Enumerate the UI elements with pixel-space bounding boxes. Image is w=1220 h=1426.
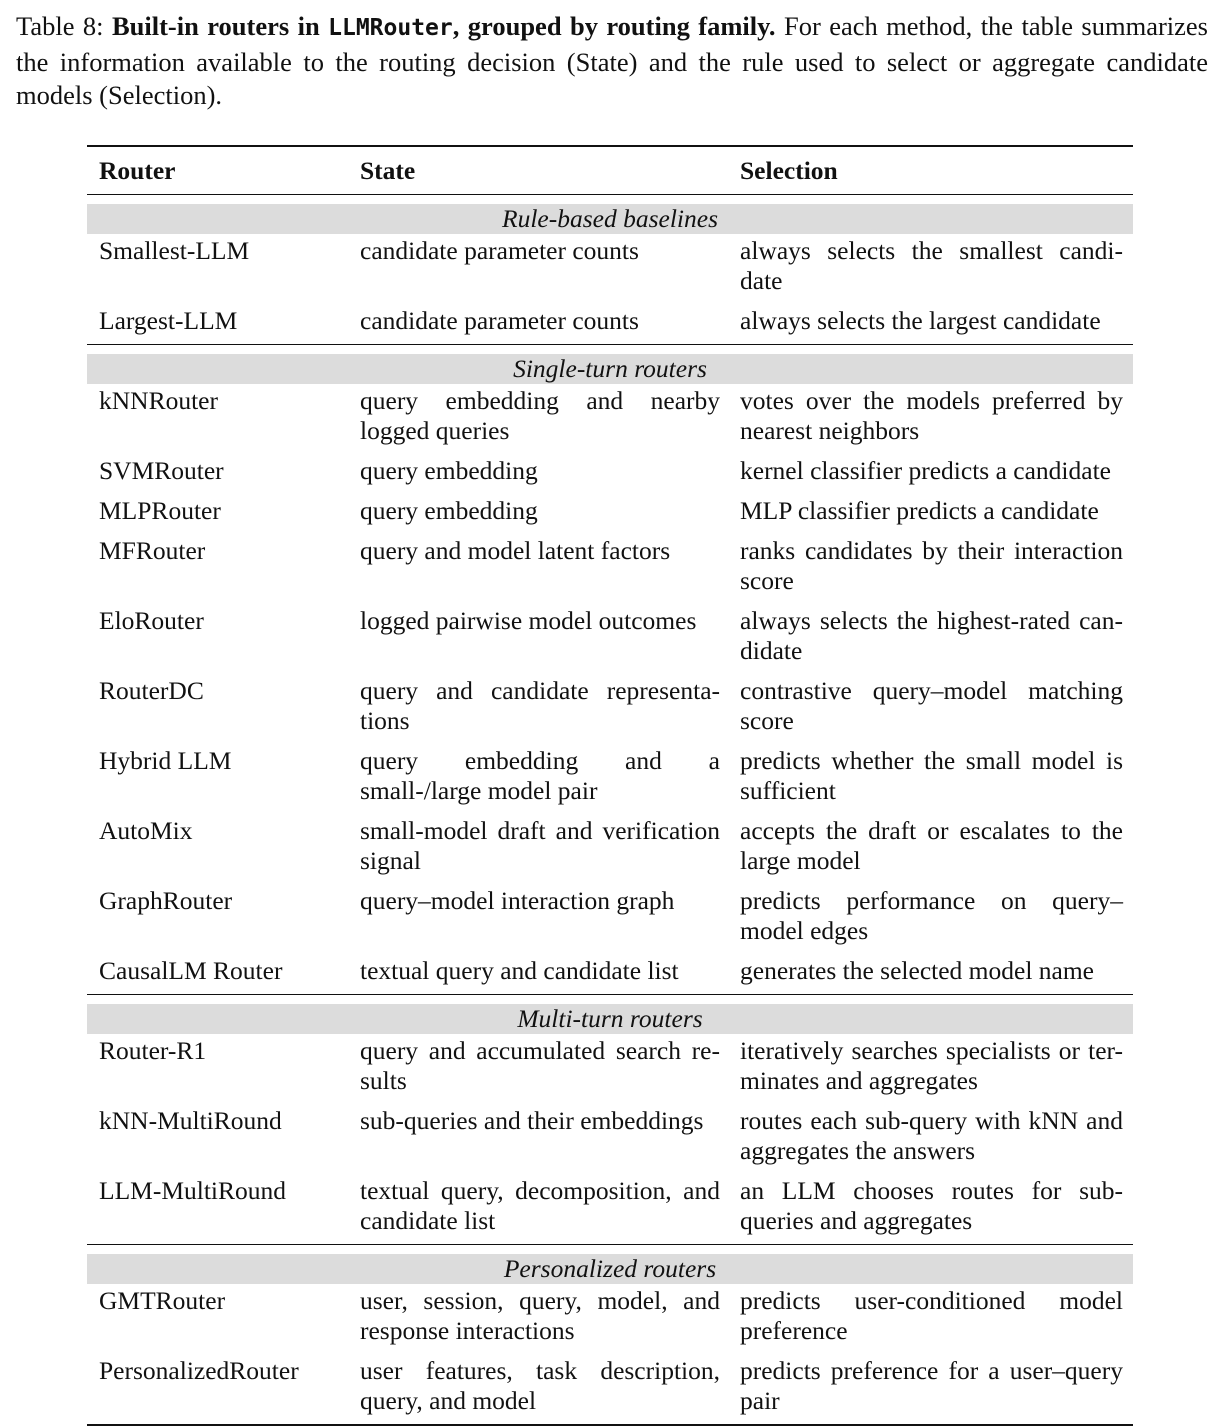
state-cell: textual query and candidate list [360, 956, 679, 985]
table-row [87, 1174, 1133, 1244]
router-cell: RouterDC [99, 676, 204, 705]
table-row [87, 534, 1133, 604]
header-selection: Selection [740, 155, 838, 185]
router-cell: EloRouter [99, 606, 204, 635]
table-row [87, 674, 1133, 744]
state-cell: logged pairwise model outcomes [360, 606, 697, 635]
header-rule [87, 194, 1133, 195]
table-row [87, 384, 1133, 454]
selection-cell: predicts performance on query–model edges [740, 886, 1123, 945]
router-cell: MLPRouter [99, 496, 221, 525]
selection-cell: always selects the highest-rated can-didate [740, 606, 1123, 665]
router-cell: kNN-MultiRound [99, 1106, 282, 1135]
table-row [87, 604, 1133, 674]
selection-cell: kernel classifier predicts a candidate [740, 456, 1111, 485]
table-row [87, 814, 1133, 884]
selection-cell: iteratively searches specialists or ter-minates and aggregates [740, 1036, 1123, 1095]
router-cell: GMTRouter [99, 1286, 226, 1315]
selection-cell: always selects the largest candidate [740, 306, 1101, 335]
router-cell: Hybrid LLM [99, 746, 232, 775]
router-cell: LLM-MultiRound [99, 1176, 287, 1205]
router-cell: PersonalizedRouter [99, 1356, 299, 1385]
caption-body: For each method, the table summarizes the information available to the routing decision (State) and the rule used to select or aggregate candidate models (Selection). [16, 11, 1208, 110]
state-cell: query embedding [360, 456, 538, 485]
caption-title [112, 11, 776, 41]
router-cell: Router-R1 [99, 1036, 207, 1065]
state-cell: user features, task description, query, and model [360, 1356, 720, 1415]
router-cell: MFRouter [99, 536, 206, 565]
selection-cell: an LLM chooses routes for sub-queries and aggregates [740, 1176, 1123, 1235]
router-cell: AutoMix [99, 816, 193, 845]
caption-title-part1: Built-in routers in [111, 11, 329, 41]
table-row [87, 1034, 1133, 1104]
router-cell: kNNRouter [99, 386, 218, 415]
state-cell: query embedding [360, 496, 538, 525]
selection-cell: votes over the models preferred by nearest neighbors [740, 386, 1123, 445]
table-row [87, 1104, 1133, 1174]
routers-table [87, 145, 1133, 1426]
group-rule [87, 1244, 1133, 1245]
selection-cell: accepts the draft or escalates to the large model [740, 816, 1123, 875]
selection-cell: routes each sub-query with kNN and aggregates the answers [740, 1106, 1123, 1165]
state-cell: textual query, decomposition, and candidate list [360, 1176, 720, 1235]
group-header: Rule-based baselines [87, 204, 1133, 234]
router-cell: SVMRouter [99, 456, 224, 485]
state-cell: query and accumulated search re-sults [360, 1036, 720, 1095]
selection-cell: MLP classifier predicts a candidate [740, 496, 1099, 525]
table-header-row [87, 147, 1133, 194]
table-caption [16, 10, 1208, 113]
table-row [87, 304, 1133, 344]
table-row [87, 1354, 1133, 1424]
table-body [87, 204, 1133, 1426]
selection-cell: predicts whether the small model is sufficient [740, 746, 1123, 805]
state-cell: small-model draft and verification signal [360, 816, 720, 875]
router-cell: Largest-LLM [99, 306, 238, 335]
table-row [87, 234, 1133, 304]
group-header: Personalized routers [87, 1254, 1133, 1284]
state-cell: query embedding and a small-/large model pair [360, 746, 720, 805]
group-header: Single-turn routers [87, 354, 1133, 384]
state-cell: sub-queries and their embeddings [360, 1106, 704, 1135]
group-rule [87, 994, 1133, 995]
table-row [87, 884, 1133, 954]
selection-cell: predicts user-conditioned model preference [740, 1286, 1123, 1345]
group-header: Multi-turn routers [87, 1004, 1133, 1034]
state-cell: query and model latent factors [360, 536, 671, 565]
table-row [87, 744, 1133, 814]
caption-title-code: LLMRouter [328, 15, 453, 41]
router-cell: Smallest-LLM [99, 236, 250, 265]
table-row [87, 454, 1133, 494]
header-router: Router [99, 155, 176, 185]
selection-cell: contrastive query–model matching score [740, 676, 1123, 735]
state-cell: user, session, query, model, and response interactions [360, 1286, 720, 1345]
group-rule [87, 344, 1133, 345]
router-cell: GraphRouter [99, 886, 233, 915]
state-cell: candidate parameter counts [360, 236, 639, 265]
caption-title-part2: , grouped by routing family. [452, 11, 776, 41]
state-cell: query–model interaction graph [360, 886, 675, 915]
state-cell: candidate parameter counts [360, 306, 639, 335]
selection-cell: predicts preference for a user–query pair [740, 1356, 1123, 1415]
state-cell: query and candidate representa-tions [360, 676, 720, 735]
table-row [87, 1284, 1133, 1354]
selection-cell: generates the selected model name [740, 956, 1094, 985]
table-row [87, 954, 1133, 994]
selection-cell: always selects the smallest candi-date [740, 236, 1123, 295]
table-row [87, 494, 1133, 534]
header-state: State [360, 155, 416, 185]
state-cell: query embedding and nearby logged queries [360, 386, 720, 445]
selection-cell: ranks candidates by their interaction score [740, 536, 1123, 595]
router-cell: CausalLM Router [99, 956, 283, 985]
caption-label: Table 8: [16, 11, 104, 41]
